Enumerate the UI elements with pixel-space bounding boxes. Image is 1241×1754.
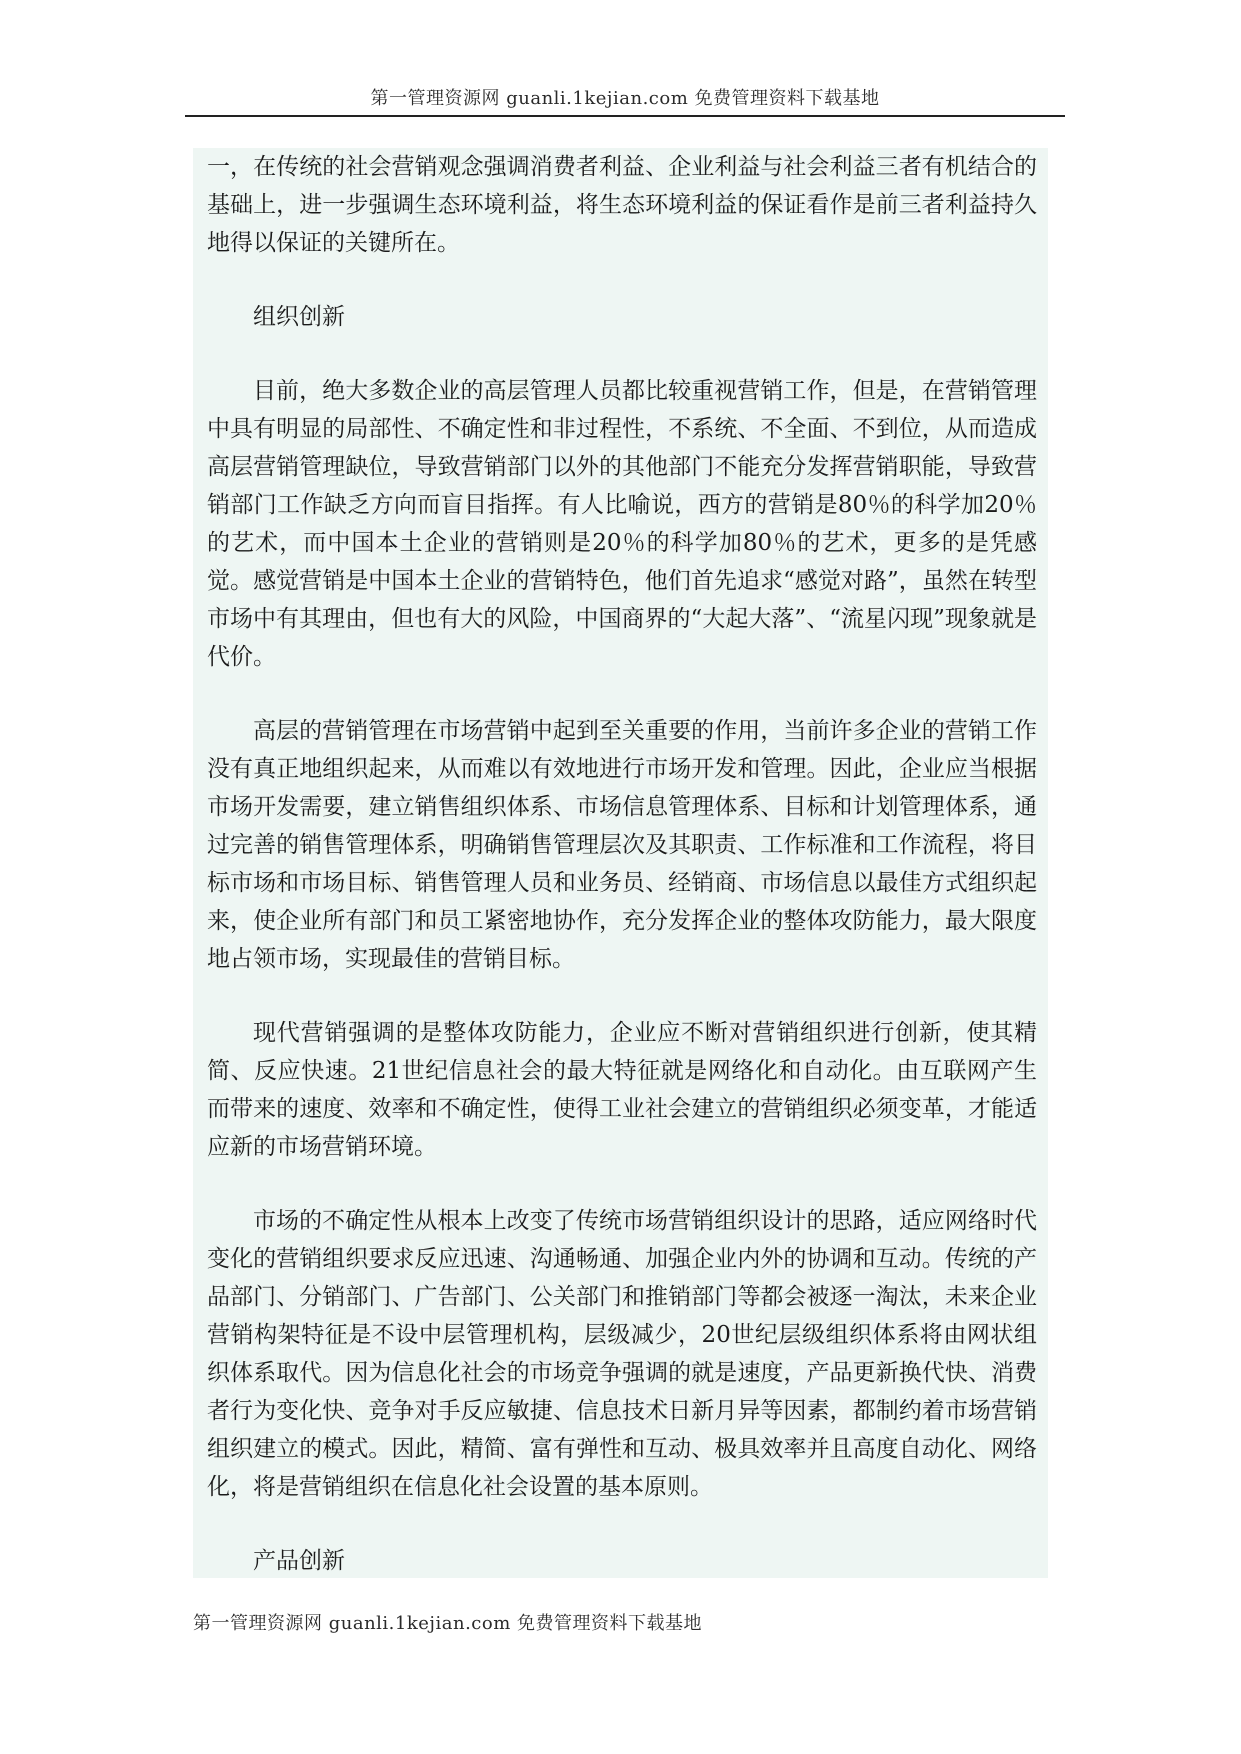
header-divider	[185, 115, 1065, 117]
paragraph-gap	[207, 1506, 1037, 1542]
document-body	[207, 148, 1037, 1578]
page-footer: 第一管理资源网 guanli.1kejian.com 免费管理资料下载基地	[193, 1613, 702, 1634]
page-header: 第一管理资源网 guanli.1kejian.com 免费管理资料下载基地	[370, 88, 880, 109]
content-panel	[193, 148, 1048, 1578]
paragraph-gap	[207, 262, 1037, 298]
paragraph-senior-management: 高层的营销管理在市场营销中起到至关重要的作用，当前许多企业的营销工作没有真正地组织起来，从而难以有效地进行市场开发和管理。因此，企业应当根据市场开发需要，建立销售组织体系、市场信息管理体系、目标和计划管理体系，通过完善的销售管理体系，明确销售管理层次及其职责、工作标准和工作流程，将目标市场和市场目标、销售管理人员和业务员、经销商、市场信息以最佳方式组织起来，使企业所有部门和员工紧密地协作，充分发挥企业的整体攻防能力，最大限度地占领市场，实现最佳的营销目标。	[207, 718, 1037, 972]
paragraph-gap	[207, 676, 1037, 712]
paragraph-modern-marketing: 现代营销强调的是整体攻防能力，企业应不断对营销组织进行创新，使其精简、反应快速。21世纪信息社会的最大特征就是网络化和自动化。由互联网产生而带来的速度、效率和不确定性，使得工业社会建立的营销组织必须变革，才能适应新的市场营销环境。	[207, 1020, 1037, 1160]
paragraph-gap	[207, 1166, 1037, 1202]
paragraph-marketing-management: 目前，绝大多数企业的高层管理人员都比较重视营销工作，但是，在营销管理中具有明显的局部性、不确定性和非过程性，不系统、不全面、不到位，从而造成高层营销管理缺位，导致营销部门以外的其他部门不能充分发挥营销职能，导致营销部门工作缺乏方向而盲目指挥。有人比喻说，西方的营销是80％的科学加20％的艺术，而中国本土企业的营销则是20％的科学加80％的艺术，更多的是凭感觉。感觉营销是中国本土企业的营销特色，他们首先追求“感觉对路”，虽然在转型市场中有其理由，但也有大的风险，中国商界的“大起大落”、“流星闪现”现象就是代价。	[207, 378, 1037, 670]
paragraph-market-uncertainty: 市场的不确定性从根本上改变了传统市场营销组织设计的思路，适应网络时代变化的营销组织要求反应迅速、沟通畅通、加强企业内外的协调和互动。传统的产品部门、分销部门、广告部门、公关部门和推销部门等都会被逐一淘汰，未来企业营销构架特征是不设中层管理机构，层级减少，20世纪层级组织体系将由网状组织体系取代。因为信息化社会的市场竞争强调的就是速度，产品更新换代快、消费者行为变化快、竞争对手反应敏捷、信息技术日新月异等因素，都制约着市场营销组织建立的模式。因此，精简、富有弹性和互动、极具效率并且高度自动化、网络化，将是营销组织在信息化社会设置的基本原则。	[207, 1208, 1037, 1500]
paragraph-gap	[207, 336, 1037, 372]
section-heading-organization: 组织创新	[253, 304, 345, 330]
paragraph-gap	[207, 978, 1037, 1014]
paragraph-intro: 一，在传统的社会营销观念强调消费者利益、企业利益与社会利益三者有机结合的基础上，进一步强调生态环境利益，将生态环境利益的保证看作是前三者利益持久地得以保证的关键所在。	[207, 154, 1037, 256]
section-heading-product: 产品创新	[253, 1548, 345, 1574]
